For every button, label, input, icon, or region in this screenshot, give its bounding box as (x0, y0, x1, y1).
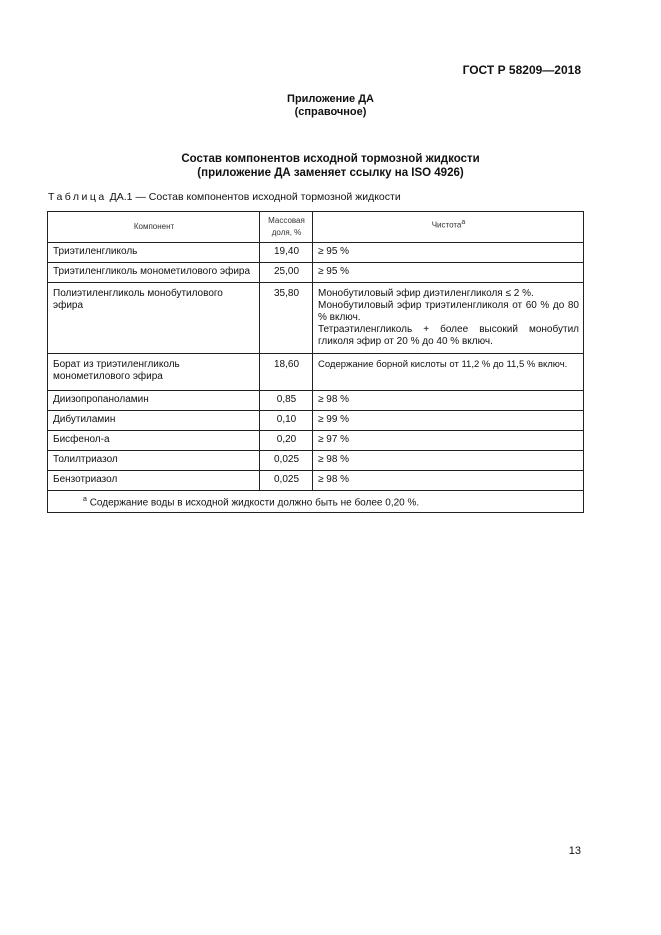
cell-mass: 0,10 (260, 411, 313, 431)
header-purity (313, 212, 584, 243)
cell-mass: 19,40 (260, 243, 313, 263)
cell-component: Толилтриазол (48, 451, 260, 471)
footnote-mark: a (83, 496, 87, 503)
cell-mass: 0,025 (260, 471, 313, 491)
table-row (48, 391, 584, 411)
purity-line: Монобутиловый эфир диэтиленгликоля ≤ 2 %. (318, 288, 534, 299)
annex-heading (0, 93, 661, 119)
cell-purity: ≥ 98 % (313, 451, 584, 471)
table-row (48, 471, 584, 491)
cell-purity: ≥ 95 % (313, 263, 584, 283)
cell-mass: 35,80 (260, 283, 313, 354)
cell-component: Бисфенол-а (48, 431, 260, 451)
annex-title: Приложение ДА (287, 93, 374, 105)
cell-purity: ≥ 98 % (313, 471, 584, 491)
document-code: ГОСТ Р 58209—2018 (462, 63, 581, 77)
cell-component: Полиэтиленгликоль монобутилового эфира (48, 283, 260, 354)
heading-line-1: Состав компонентов исходной тормозной жидкости (181, 153, 480, 165)
cell-component: Бензотриазол (48, 471, 260, 491)
section-heading (0, 152, 661, 180)
cell-purity: ≥ 98 % (313, 391, 584, 411)
header-purity-label: Чистота (431, 220, 462, 230)
table-caption-prefix: Таблица (48, 191, 107, 203)
purity-line: Монобутиловый эфир триэтиленгликоля от 60 % до 80 % включ. (318, 300, 579, 323)
table-footnote (48, 491, 584, 513)
cell-mass: 25,00 (260, 263, 313, 283)
header-mass-fraction (260, 212, 313, 243)
header-mass-line-2: доля, % (271, 228, 302, 237)
table-row (48, 283, 584, 354)
table-row (48, 243, 584, 263)
cell-purity: ≥ 97 % (313, 431, 584, 451)
header-mass-line-1: Массовая (268, 216, 305, 225)
table-caption (48, 191, 401, 203)
cell-purity: ≥ 99 % (313, 411, 584, 431)
cell-purity (313, 283, 584, 354)
table-row (48, 411, 584, 431)
cell-purity: Содержание борной кислоты от 11,2 % до 11,5 % включ. (313, 354, 584, 391)
annex-subtitle: (справочное) (294, 106, 367, 118)
cell-purity: ≥ 95 % (313, 243, 584, 263)
cell-component: Триэтиленгликоль (48, 243, 260, 263)
composition-table (47, 211, 584, 513)
purity-line: Тетраэтиленгликоль + более высокий монобутил гликоля эфир от 20 % до 40 % включ. (318, 324, 579, 347)
cell-mass: 0,85 (260, 391, 313, 411)
table-header-row (48, 212, 584, 243)
heading-line-2: (приложение ДА заменяет ссылку на ISO 4926) (197, 167, 464, 179)
cell-mass: 0,025 (260, 451, 313, 471)
cell-component: Дибутиламин (48, 411, 260, 431)
footnote-text: Содержание воды в исходной жидкости должно быть не более 0,20 %. (89, 497, 420, 509)
table-row (48, 431, 584, 451)
header-purity-footnote-mark: a (461, 219, 466, 226)
cell-mass: 0,20 (260, 431, 313, 451)
cell-component: Диизопропаноламин (48, 391, 260, 411)
table-row (48, 451, 584, 471)
header-component: Компонент (48, 212, 260, 243)
page-number: 13 (568, 845, 581, 857)
table-caption-text: ДА.1 — Состав компонентов исходной тормозной жидкости (109, 191, 401, 203)
table-row (48, 263, 584, 283)
cell-component: Борат из триэтиленгликоль монометилового эфира (48, 354, 260, 391)
cell-component: Триэтиленгликоль монометилового эфира (48, 263, 260, 283)
table-footnote-row (48, 491, 584, 513)
cell-mass: 18,60 (260, 354, 313, 391)
table-row (48, 354, 584, 391)
